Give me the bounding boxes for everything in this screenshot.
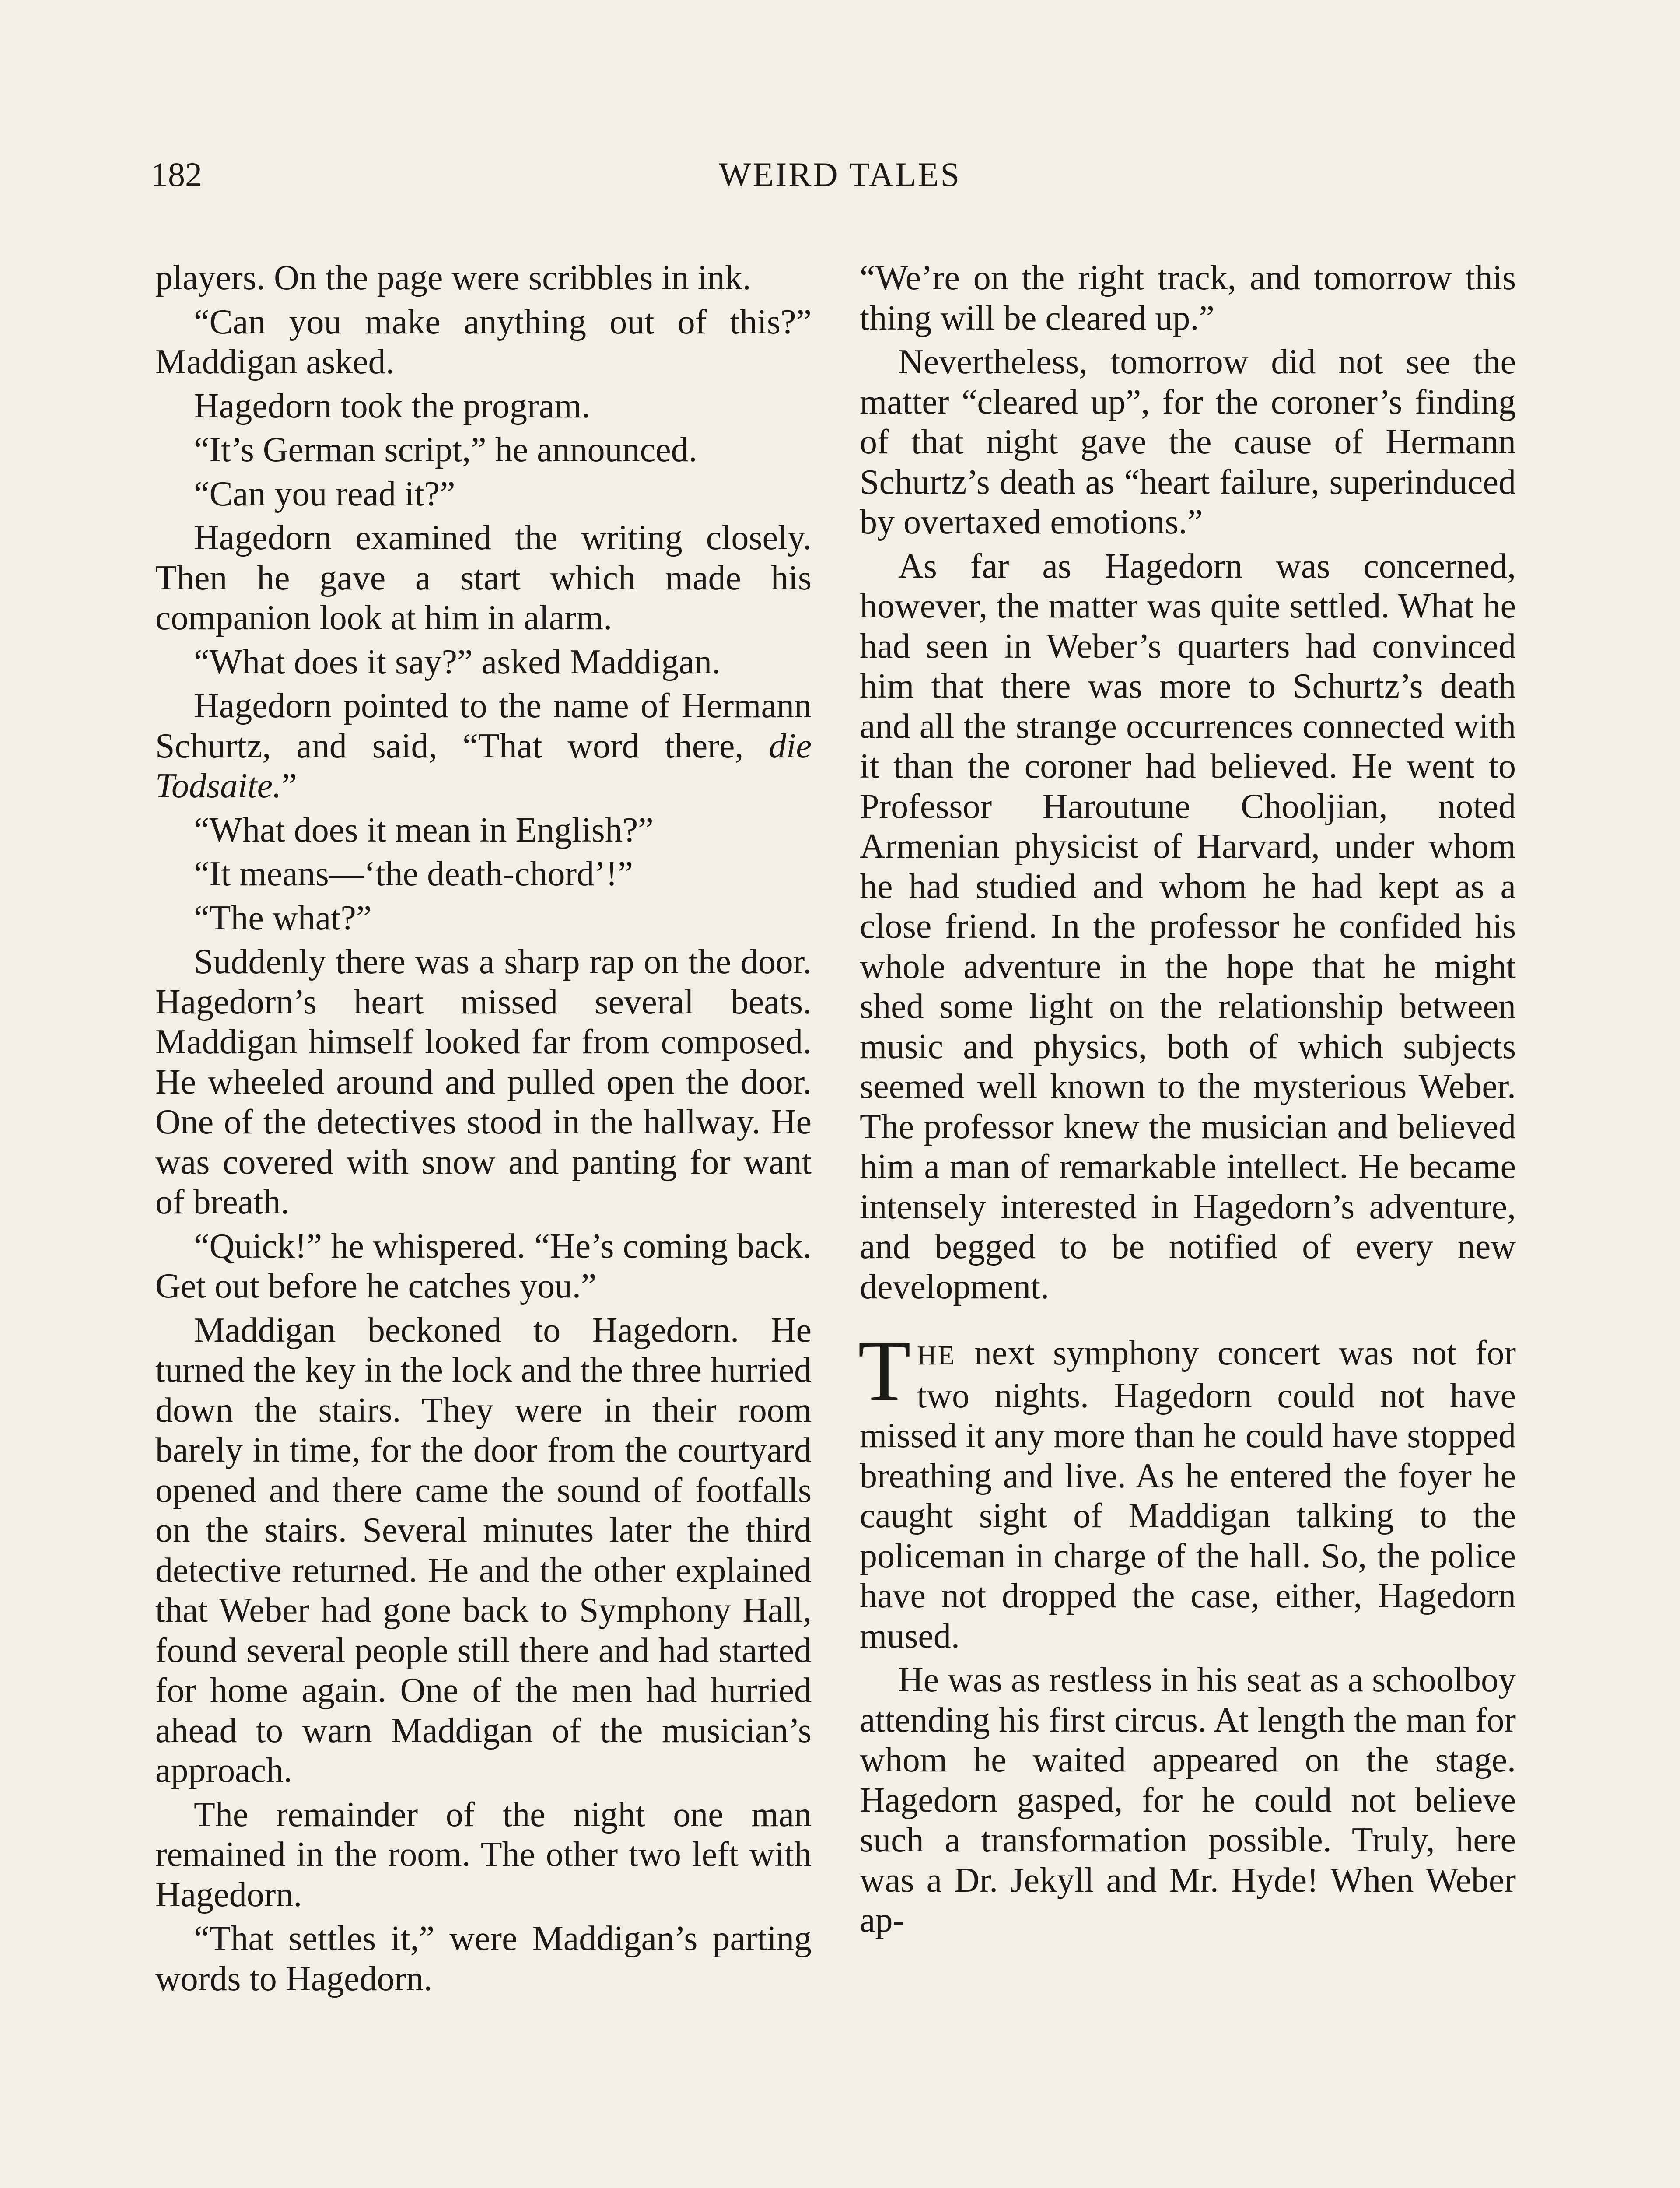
paragraph: “That settles it,” were Maddigan’s parting words to Hagedorn.: [155, 1919, 812, 1998]
paragraph: “It means—‘the death-chord’!”: [194, 855, 633, 893]
paragraph: He was as restless in his seat as a schoolboy attending his first circus. At length the man for whom he waited appeared on the stage. Hagedorn gasped, for he could not believe such a transformation possible. Truly, here was a Dr. Jekyll and Mr. Hyde! When Weber ap-: [860, 1661, 1516, 1939]
paragraph: Nevertheless, tomorrow did not see the matter “cleared up”, for the coroner’s finding of that night gave the cause of Hermann Schurtz’s death as “heart failure, superinduced by overtaxed emotions.”: [860, 343, 1516, 541]
paragraph: Maddigan beckoned to Hagedorn. He turned the key in the lock and the three hurried down the stairs. They were in their room barely in time, for the door from the courtyard opened and there came the sound of footfalls on the stairs. Several minutes later the third detective returned. He and the other explained that Weber had gone back to Symphony Hall, found several people still there and had started for home again. One of the men had hurried ahead to warn Maddigan of the musician’s approach.: [155, 1311, 812, 1790]
paragraph: “It’s German script,” he announced.: [194, 431, 697, 469]
paragraph: Suddenly there was a sharp rap on the door. Hagedorn’s heart missed several beats. Maddigan himself looked far from composed. He wheeled around and pulled open the door. One of the detectives stood in the hallway. He was covered with snow and panting for want of breath.: [155, 943, 812, 1221]
paragraph: As far as Hagedorn was concerned, however, the matter was quite settled. What he had seen in Weber’s quarters had convinced him that there was more to Schurtz’s death and all the strange occurrences connected with it than the coroner had believed. He went to Professor Haroutune Chooljian, noted Armenian physicist of Harvard, under whom he had studied and whom he had kept as a close friend. In the professor he confided his whole adventure in the hope that he might shed some light on the relationship between music and physics, both of which subjects seemed well known to the mysterious Weber. The professor knew the musician and believed him a man of remarkable intellect. He became intensely interested in Hagedorn’s adventure, and begged to be notified of every new development.: [860, 547, 1516, 1306]
paragraph: “The what?”: [194, 898, 372, 937]
paragraph: players. On the page were scribbles in ink.: [155, 259, 751, 297]
left-column: [155, 258, 812, 2003]
drop-cap: T: [858, 1323, 911, 1419]
paragraph: “We’re on the right track, and tomorrow this thing will be cleared up.”: [860, 259, 1516, 337]
paragraph: “Quick!” he whispered. “He’s coming back. Get out before he catches you.”: [155, 1227, 812, 1305]
closing-quote: ”: [281, 767, 297, 805]
paragraph: Hagedorn took the program.: [194, 386, 591, 425]
paragraph: [155, 686, 812, 806]
italic-phrase: die Todsaite.: [155, 726, 812, 805]
paragraph-text: Hagedorn pointed to the name of Hermann Schurtz, and said, “That word there,: [155, 687, 812, 765]
section-opening-paragraph: [858, 1323, 1516, 1656]
paragraph: Hagedorn examined the writing closely. Then he gave a start which made his companion look at him in alarm.: [155, 519, 812, 637]
paragraph: “What does it say?” asked Maddigan.: [194, 642, 721, 681]
right-column: [860, 258, 1516, 1945]
paragraph-text: next symphony concert was not for two nights. Hagedorn could not have missed it any more than he could have stopped breathing and live. As he entered the foyer he caught sight of Maddigan talking to the policeman in charge of the hall. So, the police have not dropped the case, either, Hagedorn mused.: [860, 1334, 1516, 1655]
page-number: 182: [151, 155, 202, 193]
running-title: WEIRD TALES: [718, 155, 962, 193]
small-caps-word: HE: [917, 1341, 956, 1371]
paragraph: “Can you read it?”: [194, 474, 455, 513]
paragraph: The remainder of the night one man remained in the room. The other two left with Hagedorn.: [155, 1795, 812, 1914]
paragraph: “Can you make anything out of this?” Maddigan asked.: [155, 302, 812, 381]
paragraph: “What does it mean in English?”: [194, 810, 654, 849]
